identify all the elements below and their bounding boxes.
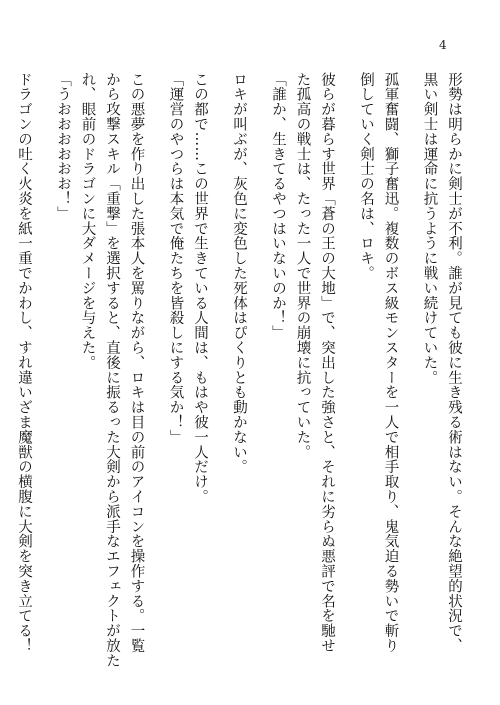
text-line: 彼らが暮らす世界「蒼の王の大地」で、突出した強さと、それに劣らぬ悪評で名を馳せ bbox=[319, 72, 335, 654]
text-line: この悪夢を作り出した張本人を罵りながら、ロキは目の前のアイコンを操作する。一覧 bbox=[128, 72, 145, 654]
text-line: 黒い剣士は運命に抗うように戦い続けていた。 bbox=[421, 72, 438, 385]
text-line: 形勢は明らかに剣士が不利。誰が見ても彼に生き残る術はない。そんな絶望的状況で、 bbox=[446, 72, 462, 654]
text-line: た孤高の戦士は、たった一人で世界の崩壊に抗っていた。 bbox=[294, 72, 311, 460]
text-line: ロキが叫ぶが、灰色に変色した死体はぴくりとも動かない。 bbox=[231, 72, 247, 475]
text-line: れ、眼前のドラゴンに大ダメージを与えた。 bbox=[79, 72, 96, 370]
text-line: から攻撃スキル「重撃」を選択すると、直後に振るった大剣から派手なエフェクトが放た bbox=[104, 72, 120, 668]
text-line: 倒していく剣士の名は、ロキ。 bbox=[358, 72, 374, 281]
text-line: 孤軍奮闘、獅子奮迅。複数のボス級モンスターを一人で相手取り、鬼気迫る勢いで斬り bbox=[382, 72, 399, 654]
text-line: この都で……この世界で生きている人間は、もはや彼一人だけ。 bbox=[192, 72, 208, 505]
body-text bbox=[16, 72, 466, 668]
text-line bbox=[0, 72, 12, 662]
page-number: 4 bbox=[439, 38, 447, 52]
text-line: 「うおおおおおお！」 bbox=[55, 72, 71, 221]
text-line: 「誰か、生きてるやつはいないのか！」 bbox=[270, 72, 286, 341]
text-line: 「運営のやつらは本気で俺たちを皆殺しにする気か！」 bbox=[167, 72, 184, 445]
text-line: ドラゴンの吐く火炎を紙一重でかわし、すれ違いざま魔獣の横腹に大剣を突き立てる！ bbox=[16, 72, 32, 654]
